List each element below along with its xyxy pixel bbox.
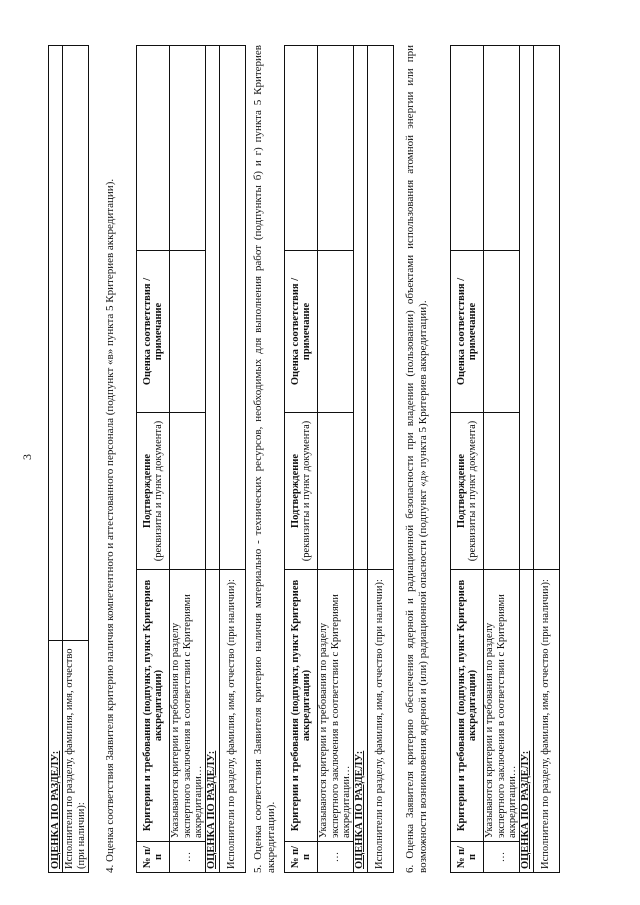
header-empty: [285, 46, 318, 251]
header-confirmation-title: Подтверждение: [289, 453, 301, 529]
row-num: …: [318, 842, 354, 873]
section-4-table: [136, 45, 246, 873]
header-confirmation-title: Подтверждение: [141, 453, 153, 529]
section-3-rating-label: ОЦЕНКА ПО РАЗДЕЛУ:: [49, 641, 63, 873]
header-confirmation: [451, 413, 484, 570]
section-6-table: [450, 45, 560, 873]
header-confirmation-sub: (реквизиты и пункт документа): [153, 420, 164, 562]
section-4-performers-label: Исполнители по разделу, фамилия, имя, отчество (при наличии):: [219, 570, 245, 873]
header-num: № п/п: [285, 842, 318, 873]
row-empty-cell: [484, 46, 520, 251]
header-criteria: Критерии и требования (подпункт, пункт Критериев аккредитации): [285, 570, 318, 842]
row-confirmation-cell: [318, 413, 354, 570]
section-6-rating-value: [519, 46, 533, 570]
header-num: № п/п: [451, 842, 484, 873]
section-5-performers-label: Исполнители по разделу, фамилия, имя, отчество (при наличии):: [367, 570, 393, 873]
page-number: 3: [20, 454, 34, 460]
row-confirmation-cell: [170, 413, 206, 570]
section-4-heading: 4. Оценка соответствия Заявителя критерию наличия компетентного и аттестованного персонала (подпункт «в» пункта 5 Критериев аккредитации).: [104, 178, 116, 873]
section-6-rating-label: ОЦЕНКА ПО РАЗДЕЛУ:: [519, 570, 533, 873]
header-criteria: Критерии и требования (подпункт, пункт Критериев аккредитации): [451, 570, 484, 842]
header-empty: [451, 46, 484, 251]
section-5-rating-label: ОЦЕНКА ПО РАЗДЕЛУ:: [353, 570, 367, 873]
section-4-performers-value: [219, 46, 245, 570]
section-3-performers-value: [63, 46, 89, 641]
header-empty: [137, 46, 170, 251]
row-criteria-text: Указываются критерии и требования по разделу экспертного заключения в соответствии с Критериями аккредитации…: [484, 570, 520, 842]
row-criteria-text: Указываются критерии и требования по разделу экспертного заключения в соответствии с Критериями аккредитации…: [170, 570, 206, 842]
row-num: …: [170, 842, 206, 873]
section-3-rating-table: [48, 45, 89, 873]
header-assessment: Оценка соответствия / примечание: [451, 251, 484, 413]
header-confirmation: [137, 413, 170, 570]
section-6-heading: 6. Оценка Заявителя критерию обеспечения ядерной и радиационной безопасности при владении (пользовании) объектами использования атомной энергии или при возможности возникновения ядерной и (или) радиационной опасности (подпункт «д» пункта 5 Критериев аккредитации).: [404, 45, 429, 873]
row-empty-cell: [318, 46, 354, 251]
header-criteria: Критерии и требования (подпункт, пункт Критериев аккредитации): [137, 570, 170, 842]
row-empty-cell: [170, 46, 206, 251]
section-5-rating-value: [353, 46, 367, 570]
section-4-rating-label: ОЦЕНКА ПО РАЗДЕЛУ:: [205, 570, 219, 873]
section-4-rating-value: [205, 46, 219, 570]
row-confirmation-cell: [484, 413, 520, 570]
header-confirmation-title: Подтверждение: [455, 453, 467, 529]
row-criteria-text: Указываются критерии и требования по разделу экспертного заключения в соответствии с Критериями аккредитации…: [318, 570, 354, 842]
header-confirmation-sub: (реквизиты и пункт документа): [301, 420, 312, 562]
section-5-table: [284, 45, 394, 873]
row-assessment-cell: [170, 251, 206, 413]
section-5-heading: 5. Оценка соответствия Заявителя критерию наличия материально - технических ресурсов, необходимых для выполнения работ (подпункты б) и г) пункта 5 Критериев аккредитации).: [252, 45, 277, 873]
section-3-performers-label: Исполнители по разделу, фамилия, имя, отчество (при наличии):: [63, 641, 89, 873]
section-5-performers-value: [367, 46, 393, 570]
header-confirmation-sub: (реквизиты и пункт документа): [467, 420, 478, 562]
header-assessment: Оценка соответствия / примечание: [285, 251, 318, 413]
header-confirmation: [285, 413, 318, 570]
row-assessment-cell: [318, 251, 354, 413]
header-num: № п/п: [137, 842, 170, 873]
row-assessment-cell: [484, 251, 520, 413]
row-num: …: [484, 842, 520, 873]
section-6-performers-label: Исполнители по разделу, фамилия, имя, отчество (при наличии):: [533, 570, 559, 873]
section-3-rating-value: [49, 46, 63, 641]
header-assessment: Оценка соответствия / примечание: [137, 251, 170, 413]
section-6-performers-value: [533, 46, 559, 570]
